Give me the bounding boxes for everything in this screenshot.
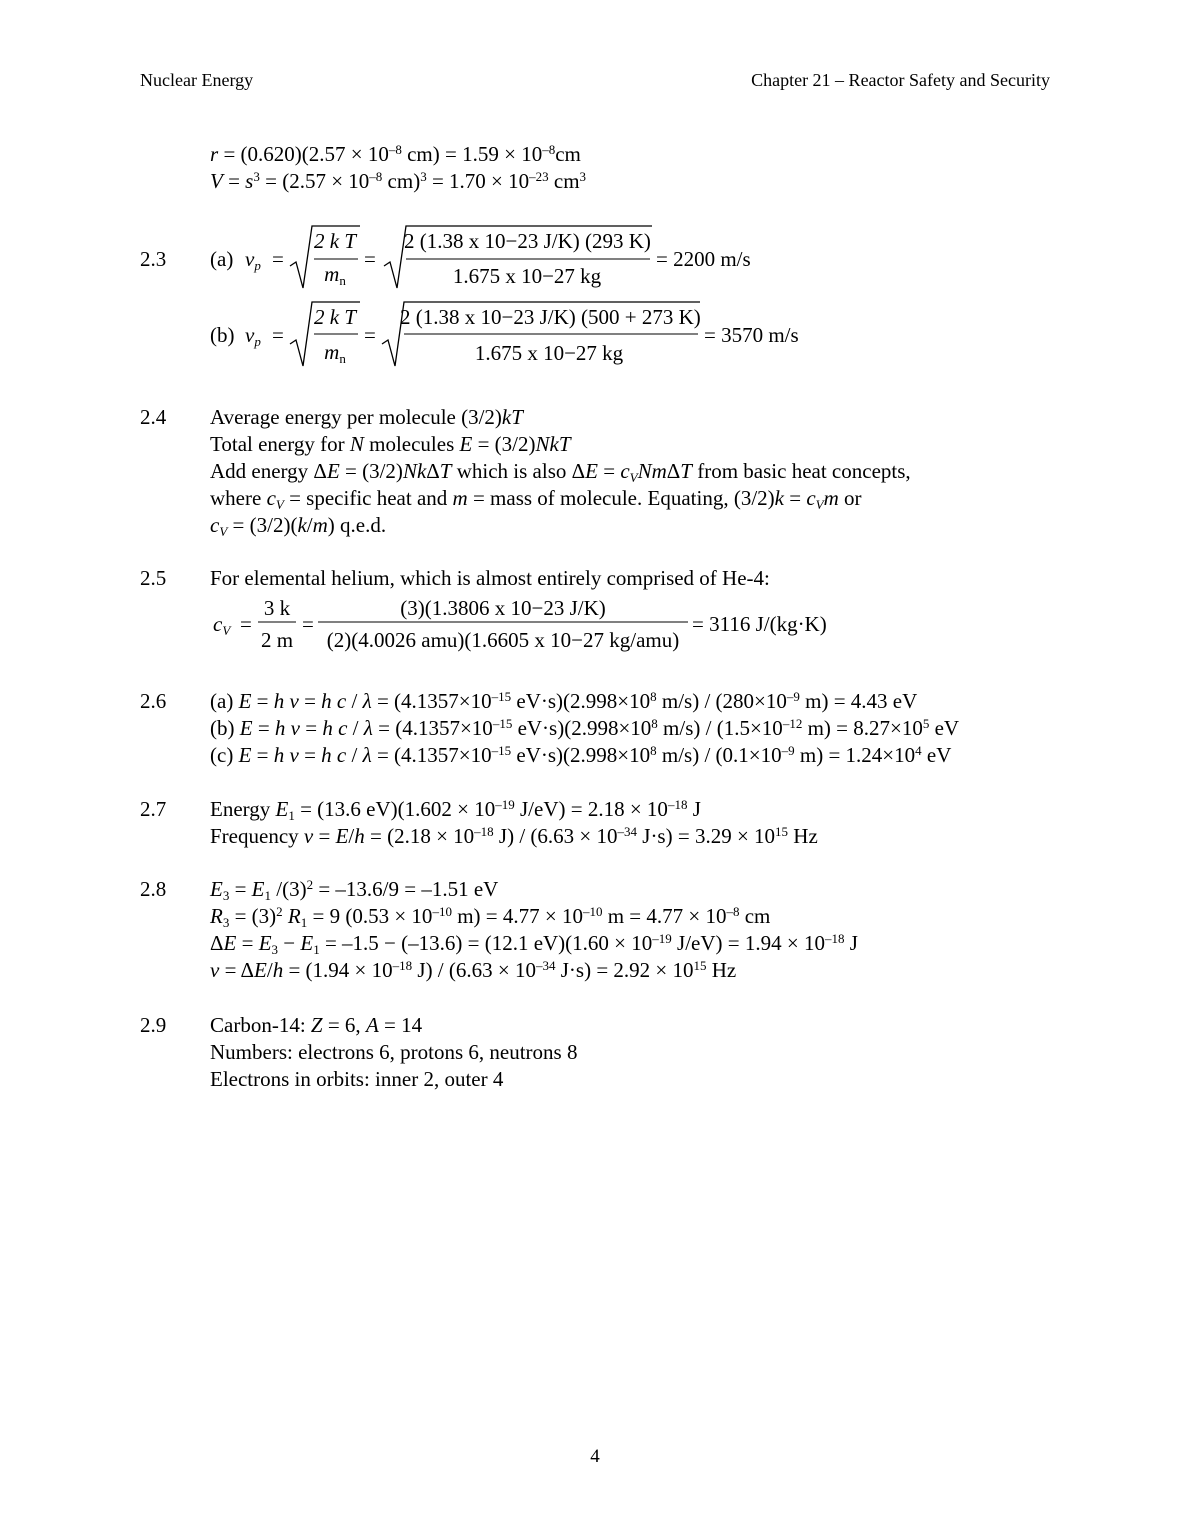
part-b-label: (b) bbox=[210, 323, 235, 347]
frac1-den: 2 m bbox=[260, 628, 294, 652]
sym-den-sub: n bbox=[339, 351, 346, 366]
equals-sign: = bbox=[272, 323, 284, 347]
text-line: $\nu = \Delta E/h = (1.94 \times 10^{-18}$ $J) / (6.63 \times 10^{-34}$ $J\cdot s) = 2.92 \times 10^{15}$ Hz bbox=[210, 958, 737, 982]
sym-den-text: m bbox=[324, 340, 340, 364]
vp-subscript: p bbox=[254, 258, 261, 273]
vp-symbol-a bbox=[245, 247, 261, 272]
result-value: = 3570 m/s bbox=[704, 323, 799, 347]
fraction-numerator bbox=[312, 305, 358, 330]
fraction-numerator: (3)(1.3806 x 10−23 J/K) bbox=[400, 596, 606, 620]
problem-number: 2.4 bbox=[140, 405, 167, 429]
fraction-numerator bbox=[258, 596, 296, 621]
text-line: Frequency $\nu = E/h = (2.18 \times 10^{-18}$ $J) / (6.63 \times 10^{-34}$ $J\cdot s) = 3.29 \times 10^{15}$ Hz bbox=[210, 824, 818, 848]
part-a-label: (a) bbox=[210, 247, 234, 271]
text-line: $\Delta E = E_3 - E_1 = -1.5 - (-13.6) = (12.1$ $eV)(1.60 \times 10^{-19}$ $J/eV) = 1.94 \times 10^{-18}$ J bbox=[210, 931, 858, 957]
result-value: = 3116 J/(kg·K) bbox=[692, 612, 827, 636]
fraction-bar bbox=[318, 621, 688, 623]
fraction-denominator bbox=[312, 262, 358, 287]
text-line: Total energy for N molecules E = (3/2)NkT bbox=[210, 432, 571, 456]
page-number: 4 bbox=[590, 1446, 600, 1467]
vp-symbol-b bbox=[245, 323, 261, 348]
result-value: = 2200 m/s bbox=[656, 247, 751, 271]
problem-number: 2.9 bbox=[140, 1013, 167, 1037]
fraction-numerator: 2 (1.38 x 10−23 J/K) (500 + 273 K) bbox=[400, 305, 701, 329]
fraction-denominator: 1.675 x 10−27 kg bbox=[474, 341, 624, 365]
cv-symbol: $c_V$ bbox=[213, 612, 231, 638]
text-line: Average energy per molecule (3/2)kT bbox=[210, 405, 523, 429]
text-line: (b) E = h ν = h $c / \lambda = (4.1357\times 10^{-15}$ $eV\cdot s)(2.998\times 10^8$ $m/s) / (1.5\times 10^{-12}$ $m) = 8.27\times 10^5$ eV bbox=[210, 716, 960, 740]
text-line: $c_V = (3/2)(k/m)$ q.e.d. bbox=[210, 513, 387, 539]
header-right-title: Chapter 21 – Reactor Safety and Security bbox=[751, 70, 1050, 90]
problem-number: 2.8 bbox=[140, 877, 167, 901]
sym-den-sub: n bbox=[339, 273, 346, 288]
equals-sign: = bbox=[302, 612, 314, 636]
text-line: (c) E = h ν = h $c / \lambda = (4.1357\times 10^{-15}$ $eV\cdot s)(2.998\times 10^8$ $m/s) / (0.1\times 10^{-9}$ $m) = 1.24\times 10^4$ eV bbox=[210, 743, 952, 767]
fraction-bar bbox=[258, 621, 296, 623]
sym-num-text: 2 k T bbox=[314, 305, 356, 329]
text-line: Electrons in orbits: inner 2, outer 4 bbox=[210, 1067, 504, 1091]
equals-sign: = bbox=[364, 247, 376, 271]
text-line: Numbers: electrons 6, protons 6, neutrons 8 bbox=[210, 1040, 578, 1064]
text-line: Carbon-14: Z = 6, A = 14 bbox=[210, 1013, 423, 1037]
text-line: (a) E = h ν = h $c / \lambda = (4.1357\times 10^{-15}$ $eV\cdot s)(2.998\times 10^8$ $m/s) / (280\times 10^{-9}$ m) = 4.43 eV bbox=[210, 689, 918, 713]
problem-number: 2.6 bbox=[140, 689, 167, 713]
text-line: Energy $E_1 = (13.6$ $eV)(1.602 \times 10^{-19}$ $J/eV) = 2.18 \times 10^{-18}$ J bbox=[210, 797, 701, 823]
header-left-title: Nuclear Energy bbox=[140, 70, 254, 90]
text-line: Add energy ΔE = (3/2)NkΔT which is also $\Delta E = c_VNm\Delta T$ from basic heat concepts, bbox=[210, 459, 911, 485]
fraction-numerator: 2 (1.38 x 10−23 J/K) (293 K) bbox=[404, 229, 651, 253]
r-equation-line: $r = (0.620)(2.57 \times 10^{-8}$ $cm) = 1.59 \times 10^{-8}cm$ bbox=[210, 142, 581, 166]
fraction-denominator bbox=[312, 340, 358, 365]
v-equation-line: $V = s^3 = (2.57 \times 10^{-8}$ $cm)^3 = 1.70 \times 10^{-23}$ $cm^3$ bbox=[210, 169, 587, 193]
problem-number: 2.3 bbox=[140, 247, 167, 271]
vp-symbol-text: v bbox=[245, 247, 255, 271]
text-line: $E_3 = E_1$ $/(3)^2 = -13.6/9 = -1.51$ eV bbox=[210, 877, 499, 903]
text-line: $R_3 = (3)^2$ $R_1 = 9$ ($0.53 \times 10^{-10}$ $m) = 4.77 \times 10^{-10}$ $m = 4.77 \times 10^{-8}$ cm bbox=[210, 904, 771, 930]
sym-num-text: 2 k T bbox=[314, 229, 356, 253]
fraction-numerator bbox=[312, 229, 358, 254]
fraction-denominator: (2)(4.0026 amu)(1.6605 x 10−27 kg/amu) bbox=[326, 628, 680, 652]
sym-den-text: m bbox=[324, 262, 340, 286]
vp-symbol-text: v bbox=[245, 323, 255, 347]
text-line: where $c_V$ = specific heat and m = mass of molecule. Equating, $(3/2)k = c_Vm$ or bbox=[210, 486, 862, 512]
text-line: For elemental helium, which is almost entirely comprised of He-4: bbox=[210, 566, 770, 590]
fraction-denominator bbox=[258, 628, 296, 653]
frac1-num: 3 k bbox=[263, 596, 291, 620]
equals-sign: = bbox=[240, 612, 252, 636]
equals-sign: = bbox=[272, 247, 284, 271]
problem-number: 2.7 bbox=[140, 797, 167, 821]
problem-number: 2.5 bbox=[140, 566, 167, 590]
equals-sign: = bbox=[364, 323, 376, 347]
vp-subscript: p bbox=[254, 334, 261, 349]
fraction-denominator: 1.675 x 10−27 kg bbox=[452, 264, 602, 288]
